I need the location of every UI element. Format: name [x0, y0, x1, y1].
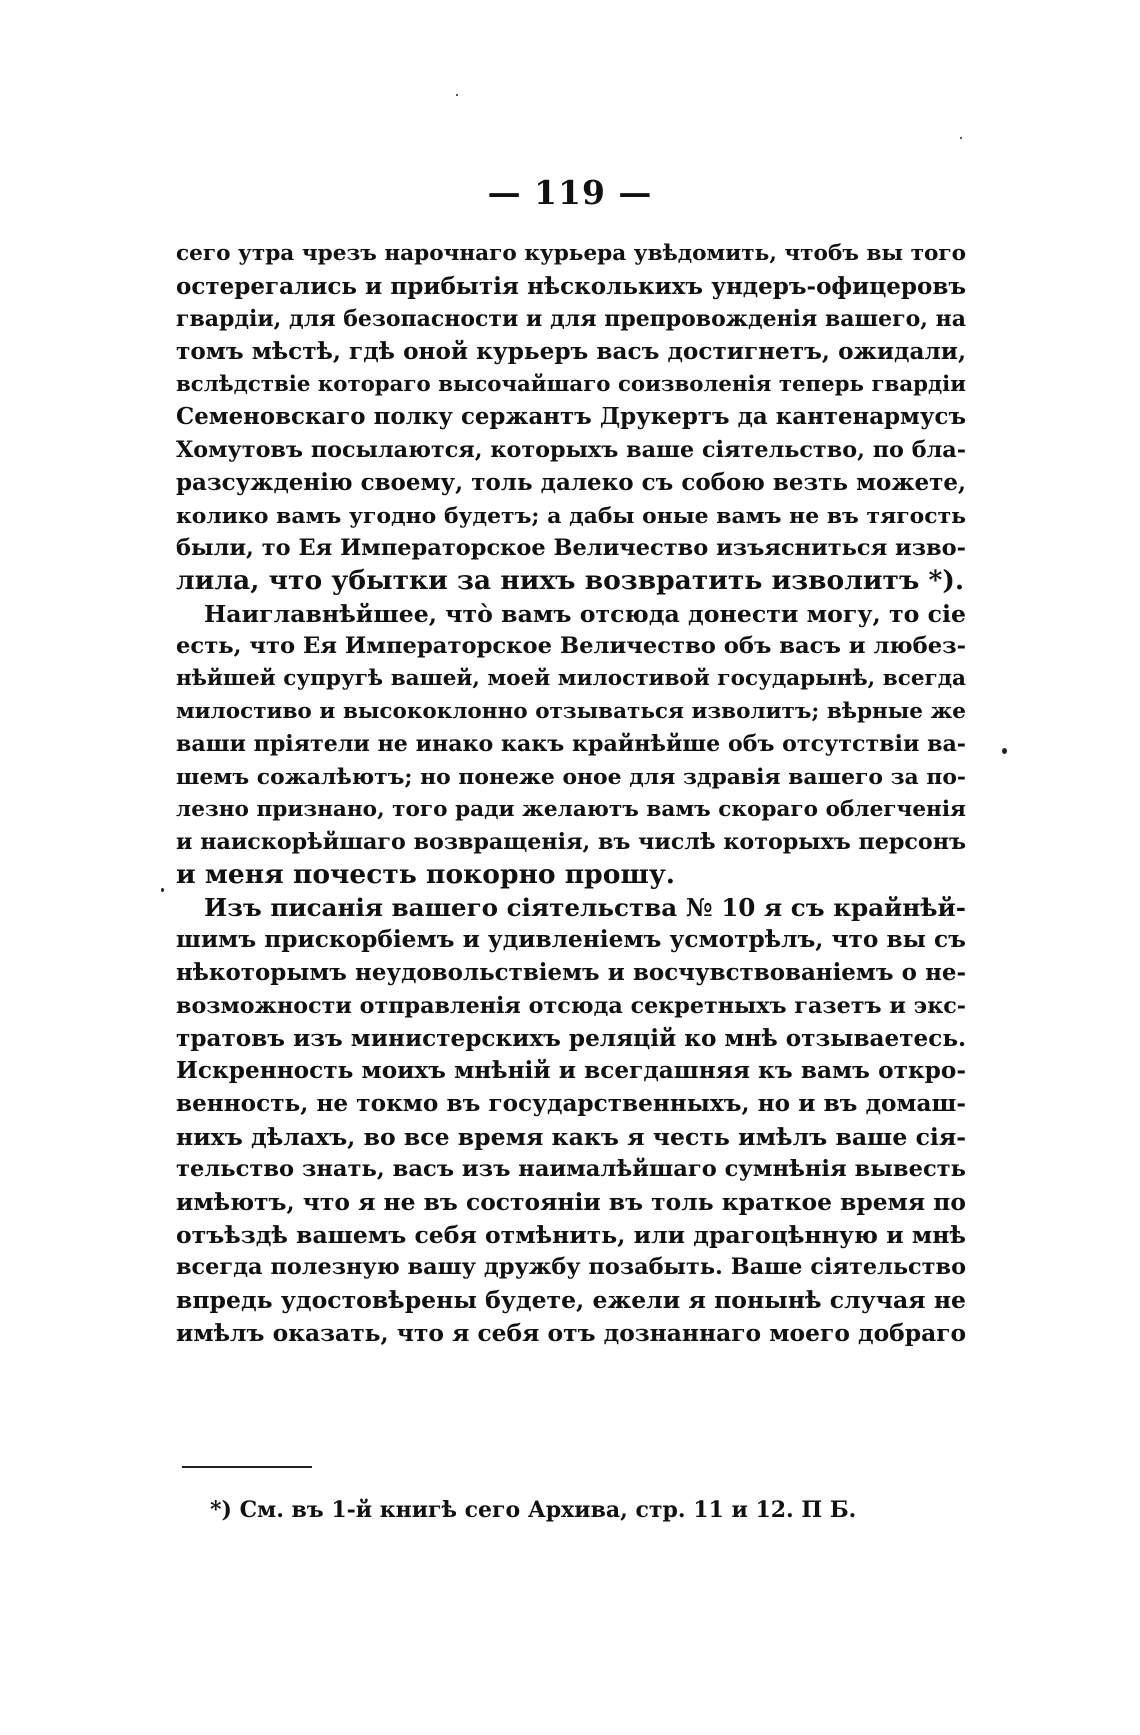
text-line: ваши пріятели не инако какъ крайнѣйше объ отсутствіи ва- [176, 731, 966, 758]
text-line: впредь удостовѣрены будете, ежели я понынѣ случая не [176, 1286, 966, 1314]
text-line: гвардіи, для безопасности и для препровожденія вашего, на [176, 306, 966, 333]
text-line: имѣютъ, что я не въ состояніи въ толь краткое время по [176, 1187, 966, 1216]
page-number: — 119 — [487, 173, 653, 212]
text-line: колико вамъ угодно будетъ; а дабы оные вамъ не въ тягость [176, 502, 966, 529]
text-line: и меня почесть покорно прошу. [176, 859, 676, 891]
text-line: лезно признано, того ради желаютъ вамъ скораго облегченія [176, 796, 966, 822]
text-line: нѣйшей супругѣ вашей, моей милостивой государынѣ, всегда [176, 665, 966, 691]
paragraph-start-line: Наиглавнѣйшее, что̀ вамъ отсюда донести могу, то сіе [204, 599, 966, 628]
text-line: нихъ дѣлахъ, во все время какъ я честь имѣлъ ваше сія- [176, 1122, 966, 1151]
text-line: разсужденію своему, толь далеко съ собою везть можете, [176, 468, 966, 496]
text-line: лила, что убытки за нихъ возвратить изволитъ *). [176, 564, 965, 596]
text-line: Семеновскаго полку сержантъ Друкертъ да кантенармусъ [176, 404, 966, 431]
text-line: венность, не токмо въ государственныхъ, но и въ домаш- [176, 1089, 966, 1117]
text-line: остерегались и прибытія нѣсколькихъ ундеръ-офицеровъ [176, 272, 966, 300]
text-line: шемъ сожалѣютъ; но понеже оное для здравія вашего за по- [176, 764, 966, 790]
text-line: отъѣздѣ вашемъ себя отмѣнить, или драгоцѣнную и мнѣ [176, 1220, 966, 1249]
text-line: шимъ прискорбіемъ и удивленіемъ усмотрѣлъ, что вы съ [176, 926, 966, 954]
scan-speck [960, 137, 962, 139]
text-line: тельство знать, васъ изъ наималѣйшаго сумнѣнія вывесть [176, 1156, 966, 1183]
text-line: возможности отправленія отсюда секретныхъ газетъ и экс- [176, 992, 966, 1019]
text-line: были, то Ея Императорское Величество изъясниться изво- [176, 535, 966, 562]
paragraph-start-line: Изъ писанія вашего сіятельства № 10 я съ крайнѣй- [204, 892, 966, 922]
text-line: и наискорѣйшаго возвращенія, въ числѣ которыхъ персонъ [176, 829, 966, 856]
footnote-divider [182, 1466, 312, 1468]
text-line: томъ мѣстѣ, гдѣ оной курьеръ васъ достигнетъ, ожидали, [176, 338, 966, 366]
footnote: *) См. въ 1-й книгѣ сего Архива, стр. 11 и 12. П Б. [210, 1497, 857, 1523]
scan-speck [456, 94, 458, 96]
text-line: тратовъ изъ министерскихъ реляцій ко мнѣ отзываетесь. [176, 1024, 967, 1052]
body-text [176, 238, 966, 1349]
text-line: милостиво и высококлонно отзываться изволитъ; вѣрные же [176, 698, 966, 724]
text-line: есть, что Ея Императорское Величество объ васъ и любез- [176, 633, 966, 660]
text-line: вслѣдствіе котораго высочайшаго соизволенія теперь гвардіи [176, 371, 966, 397]
text-line: всегда полезную вашу дружбу позабыть. Ваше сіятельство [176, 1254, 966, 1281]
text-line: Искренность моихъ мнѣній и всегдашняя къ вамъ откро- [176, 1057, 966, 1085]
scan-speck [1002, 748, 1007, 754]
text-line: имѣлъ оказать, что я себя отъ дознаннаго моего добраго [176, 1318, 967, 1347]
text-line: сего утра чрезъ нарочнаго курьера увѣдомить, чтобъ вы того [176, 241, 966, 266]
text-line: Хомутовъ посылаются, которыхъ ваше сіятельство, по бла- [176, 437, 966, 464]
text-line: нѣкоторымъ неудовольствіемъ и восчувствованіемъ о не- [176, 959, 966, 987]
scan-speck [161, 888, 164, 892]
